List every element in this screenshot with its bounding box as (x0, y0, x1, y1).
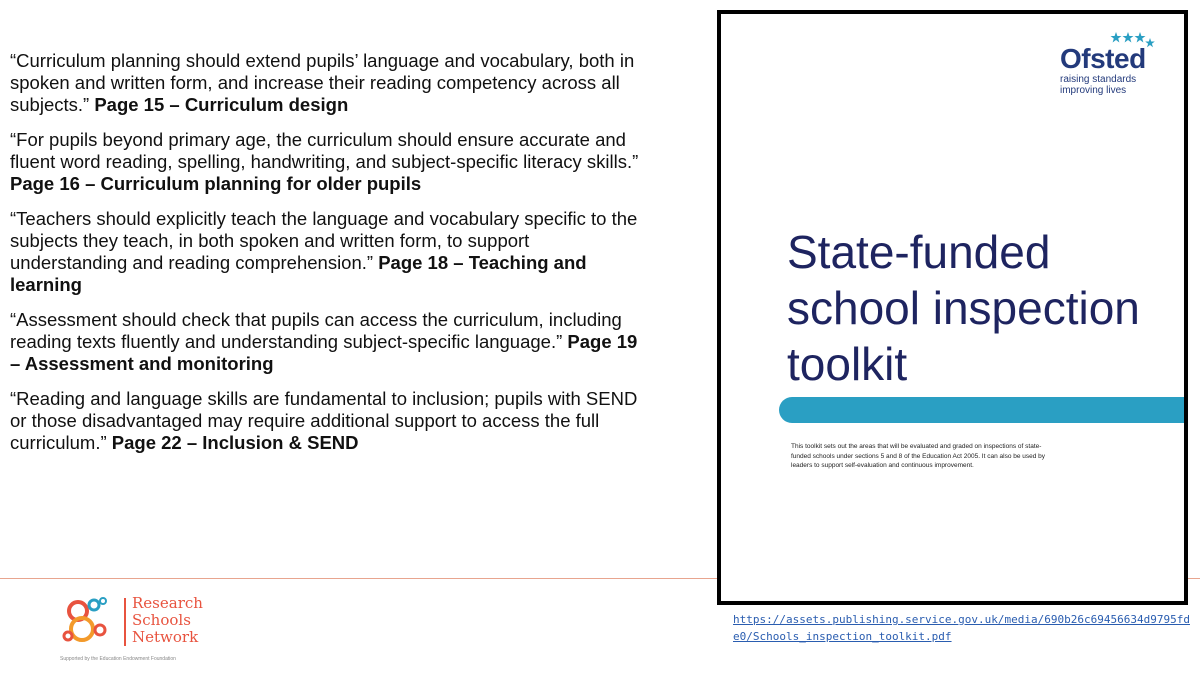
cover-title-line-1: State-funded (787, 226, 1051, 278)
logo-line-1: Research (132, 594, 203, 612)
cover-title-line-3: toolkit (787, 338, 908, 390)
quote-text: “Teachers should explicitly teach the language and vocabulary specific to the subjects they teach, in both spoken and written form, to support understanding and reading comprehension.” (10, 208, 638, 273)
cover-description: This toolkit sets out the areas that will be evaluated and graded on inspections of state-funded schools under sections 5 and 8 of the Education Act 2005. It can also be used by leaders to support self-evaluation and continuous improvement. (791, 443, 1046, 469)
cover-title-line-2: school inspection (787, 282, 1140, 334)
quote-3 (10, 208, 650, 296)
quote-ref: Page 22 – Inclusion & SEND (111, 432, 359, 453)
research-schools-network-logo (60, 592, 280, 667)
quote-ref: Page 18 – Teaching and learning (10, 252, 587, 295)
ofsted-strapline-1: raising standards (1060, 74, 1137, 85)
ofsted-strapline-2: improving lives (1060, 85, 1127, 96)
quote-text: “Curriculum planning should extend pupils’ language and vocabulary, both in spoken and written form, and increase their reading competency across all subjects.” (10, 50, 635, 115)
quote-ref: Page 15 – Curriculum design (94, 94, 349, 115)
quote-4 (10, 309, 650, 375)
logo-line-2: Schools (132, 611, 191, 629)
quote-5 (10, 388, 650, 454)
quote-1 (10, 50, 650, 116)
cover-title (787, 224, 1177, 392)
quote-text: “For pupils beyond primary age, the curriculum should ensure accurate and fluent word reading, spelling, handwriting, and subject-specific literacy skills.” (10, 129, 639, 172)
logo-wordmark (132, 595, 203, 646)
ofsted-strapline (1060, 74, 1160, 96)
quotes-list (10, 50, 650, 467)
toolkit-link[interactable]: https://assets.publishing.service.gov.uk/media/690b26c69456634d9795fde0/Schools_inspection_toolkit.pdf (733, 613, 1190, 643)
logo-line-3: Network (132, 628, 199, 646)
quote-ref: Page 16 – Curriculum planning for older pupils (10, 173, 422, 194)
quote-2 (10, 129, 650, 195)
document-cover (717, 10, 1188, 605)
ofsted-stars-icon (1110, 32, 1156, 52)
quote-text: “Reading and language skills are fundamental to inclusion; pupils with SEND or those disadvantaged may require additional support to access the full curriculum.” (10, 388, 638, 453)
cover-accent-band (779, 397, 1188, 423)
logo-tagline: Supported by the Education Endowment Foundation (60, 656, 176, 662)
ofsted-brand: Ofsted (1060, 43, 1146, 74)
logo-divider (124, 598, 126, 646)
ofsted-logo (1060, 32, 1160, 96)
quote-ref: Page 19 – Assessment and monitoring (10, 331, 638, 374)
research-schools-network-rings-icon (60, 594, 120, 650)
quote-text: “Assessment should check that pupils can access the curriculum, including reading texts fluently and understanding subject-specific language.” (10, 309, 622, 352)
